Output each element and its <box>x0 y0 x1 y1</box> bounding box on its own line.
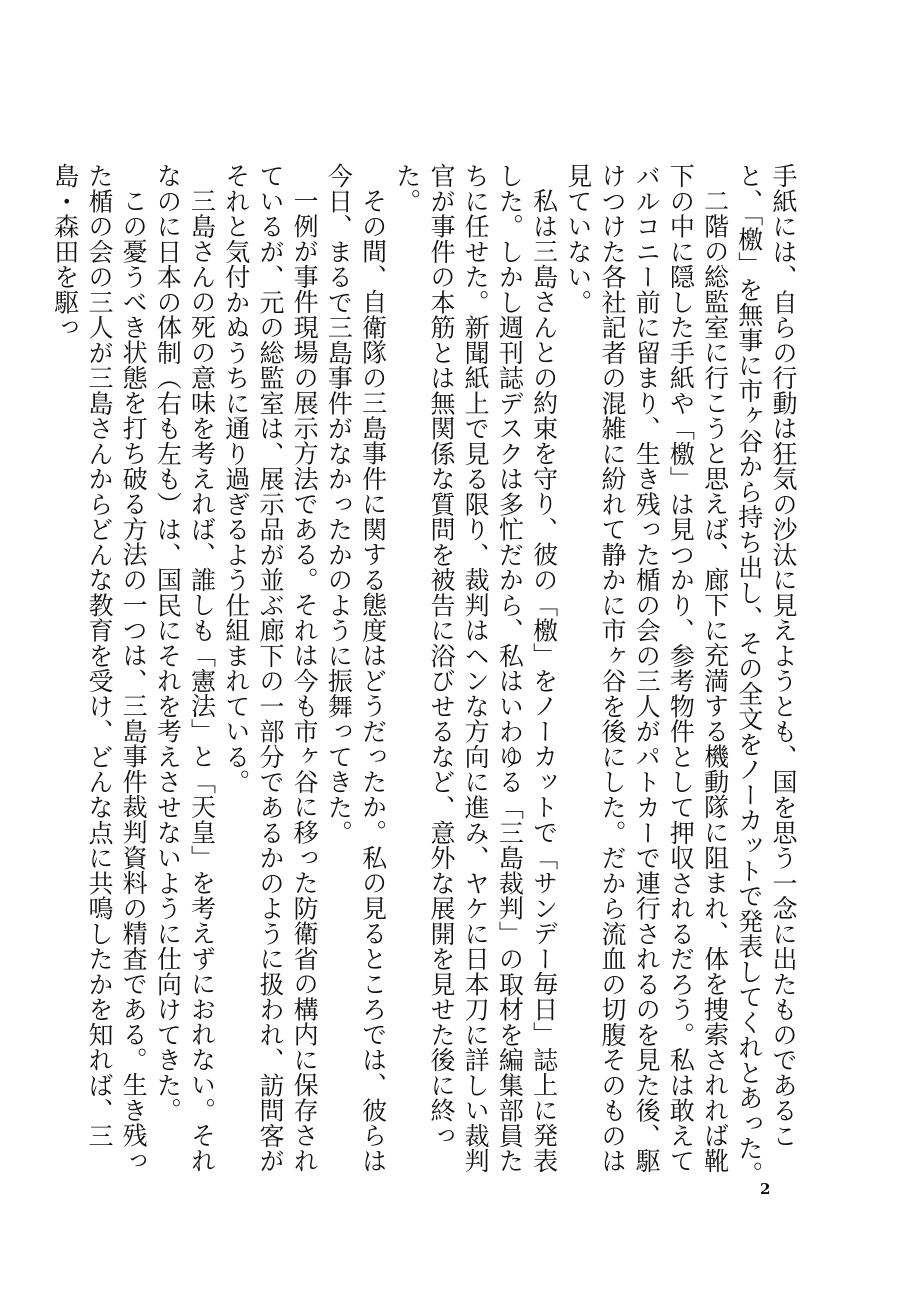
paragraph-7: この憂うべき状態を打ち破る方法の一つは、三島事件裁判資料の精査である。生き残った楯の会の三人が三島さんからどんな教育を受け、どんな点に共鳴したかを知れば、三島・森田を駆っ <box>50 163 149 1174</box>
paragraph-6: 三島さんの死の意味を考えれば、誰しも「憲法」と「天皇」を考えずにおれない。それなのに日本の体制（右も左も）は、国民にそれを考えさせないように仕向けてきた。 <box>153 163 217 1174</box>
paragraph-2: 二階の総監室に行こうと思えば、廊下に充満する機動隊に阻まれ、体を捜索されれば靴下の中に隠した手紙や「檄」は見つかり、参考物件として押収されるだろう。私は敢えてバルコニー前に留まり、生き残った楯の会の三人がパトカーで連行されるのを見た後、駆けつけた各社記者の混雑に紛れて静かに市ヶ谷を後にした。だから流血の切腹そのものは見ていない。 <box>563 163 730 1174</box>
paragraph-4: その間、自衛隊の三島事件に関する態度はどうだったか。私の見るところでは、彼らは今日、まるで三島事件がなかったかのように振舞ってきた。 <box>324 163 388 1174</box>
paragraph-3: 私は三島さんとの約束を守り、彼の「檄」をノーカットで「サンデー毎日」誌上に発表した。しかし週刊誌デスクは多忙だから、私はいわゆる「三島裁判」の取材を編集部員たちに任せた。新聞紙上で見る限り、裁判はヘンな方向に進み、ヤケに日本刀に詳しい裁判官が事件の本筋とは無関係な質問を被告に浴びせるなど、意外な展開を見せた後に終った。 <box>392 163 559 1174</box>
body-text <box>48 163 800 1193</box>
paragraph-1: 手紙には、自らの行動は狂気の沙汰に見えようとも、国を思う一念に出たものであること、「檄」を無事に市ヶ谷から持ち出し、その全文をノーカットで発表してくれとあった。 <box>734 163 798 1187</box>
page-number: 2 <box>760 1180 771 1198</box>
paragraph-5: 一例が事件現場の展示方法である。それは今も市ヶ谷に移った防衛省の構内に保存されているが、元の総監室は、展示品が並ぶ廊下の一部分であるかのように扱われ、訪問客がそれと気付かぬうちに通り過ぎるよう仕組まれている。 <box>221 163 320 1174</box>
